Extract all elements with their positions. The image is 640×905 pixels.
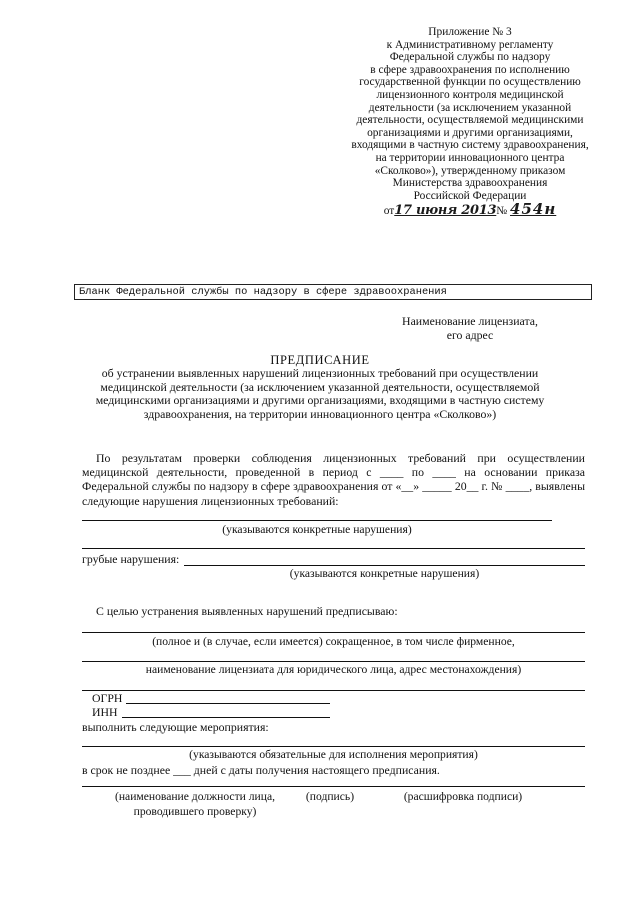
appendix-line: государственной функции по осуществлению — [359, 76, 581, 89]
measures-caption: (указываются обязательные для исполнения мероприятия) — [189, 748, 478, 761]
appendix-line: «Сколково»), утвержденному приказом — [374, 164, 566, 177]
number-prefix: № — [496, 205, 508, 218]
document-title: ПРЕДПИСАНИЕ — [270, 353, 370, 367]
appendix-line: лицензионного контроля медицинской — [376, 88, 564, 101]
measures-line — [82, 746, 585, 747]
appendix-line: деятельности, осуществляемой медицинскими — [356, 114, 584, 127]
appendix-line: деятельности (за исключением указанной — [368, 101, 572, 114]
signature-position-caption-2: проводившего проверку) — [133, 805, 257, 818]
blank-header-box: Бланк Федеральной службы по надзору в сфере здравоохранения — [74, 284, 592, 300]
appendix-line: на территории инновационного центра — [375, 151, 565, 164]
violations-caption: (указываются конкретные нарушения) — [222, 523, 412, 536]
appendix-line: к Административному регламенту — [386, 38, 554, 51]
gross-violations-caption: (указываются конкретные нарушения) — [289, 567, 480, 580]
violations-line-2 — [82, 548, 585, 549]
licensee-name-line-2 — [82, 661, 585, 662]
appendix-line: Российской Федерации — [413, 189, 527, 202]
inn-label: ИНН — [92, 705, 118, 719]
handwritten-date: 17 июня 2013 — [394, 203, 497, 219]
ogrn-label: ОГРН — [92, 691, 123, 705]
signature-caption: (подпись) — [305, 790, 355, 803]
signature-position-caption: (наименование должности лица, — [114, 790, 275, 803]
signature-decode-caption: (расшифровка подписи) — [403, 790, 523, 803]
order-date-line — [320, 200, 620, 219]
licensee-address-caption: наименование лицензиата для юридического лица, адрес местонахождения) — [145, 663, 522, 676]
handwritten-number: 454н — [510, 200, 557, 219]
appendix-block — [320, 26, 620, 218]
appendix-line: Министерства здравоохранения — [392, 177, 548, 190]
appendix-line: Приложение № 3 — [428, 26, 512, 38]
appendix-line: организациями и другими организациями, — [367, 126, 573, 139]
licensee-block — [380, 314, 560, 342]
deadline-text: в срок не позднее ___ дней с даты получения настоящего предписания. — [82, 763, 440, 777]
body-paragraph: По результатам проверки соблюдения лицензионных требований при осуществлении медицинской деятельности, проведенной в период с ____ по ____ на основании приказа Федеральной службы по надзору в сфере здравоохранения от «__» _____ 20__ г. № ____, выявлены следующие нарушения лицензионных требований: — [82, 451, 585, 508]
gross-violations-label: грубые нарушения: — [82, 552, 180, 566]
appendix-line: входящими в частную систему здравоохранения, — [351, 139, 589, 152]
licensee-name-caption: (полное и (в случае, если имеется) сокращенное, в том числе фирменное, — [152, 635, 515, 648]
prescribe-text: С целью устранения выявленных нарушений предписываю: — [96, 604, 398, 618]
gross-violations-line — [184, 565, 585, 566]
licensee-name-line — [82, 632, 585, 633]
licensee-name-label: Наименование лицензиата, — [402, 314, 538, 328]
licensee-address-label: его адрес — [446, 328, 494, 342]
date-prefix: от — [383, 205, 395, 218]
inn-line — [122, 717, 330, 718]
document-subtitle: об устранении выявленных нарушений лицензионных требований при осуществлении медицинской деятельности (за исключением указанной деятельности, осуществляемой медицинскими организациями и другими организациями, входящими в частную систему здравоохранения, на территории инновационного центра «Сколково») — [95, 366, 545, 421]
appendix-line: Федеральной службы по надзору — [389, 51, 551, 64]
ogrn-line — [126, 703, 330, 704]
do-measures-text: выполнить следующие мероприятия: — [82, 720, 269, 734]
violations-line — [82, 520, 552, 521]
licensee-address-line — [82, 690, 585, 691]
signature-line — [82, 786, 585, 787]
appendix-line: в сфере здравоохранения по исполнению — [370, 63, 570, 76]
